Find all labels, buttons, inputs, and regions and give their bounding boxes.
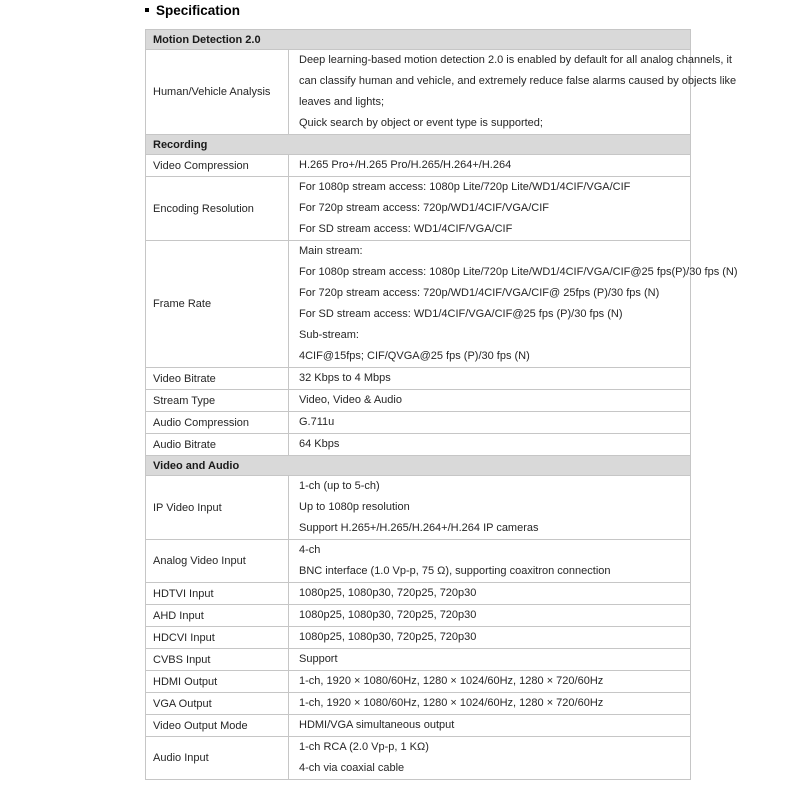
spec-label-cell: Encoding Resolution — [146, 177, 289, 240]
spec-value-cell — [289, 605, 690, 626]
spec-label-cell: Video Compression — [146, 155, 289, 176]
spec-row — [146, 605, 690, 627]
spec-label-cell: Frame Rate — [146, 241, 289, 367]
spec-value-line: leaves and lights; — [299, 96, 384, 108]
spec-value-line: For 1080p stream access: 1080p Lite/720p Lite/WD1/4CIF/VGA/CIF — [299, 181, 631, 193]
spec-value-cell — [289, 50, 742, 134]
spec-value-line: For 720p stream access: 720p/WD1/4CIF/VGA/CIF@ 25fps (P)/30 fps (N) — [299, 287, 660, 299]
spec-value-line: 1-ch RCA (2.0 Vp-p, 1 KΩ) — [299, 741, 429, 753]
spec-row — [146, 50, 737, 135]
spec-value-line: 4-ch — [299, 544, 321, 556]
spec-value-line: 1080p25, 1080p30, 720p25, 720p30 — [299, 609, 477, 621]
spec-value-line: 1080p25, 1080p30, 720p25, 720p30 — [299, 631, 477, 643]
spec-value-line: H.265 Pro+/H.265 Pro/H.265/H.264+/H.264 — [299, 159, 512, 171]
spec-row — [146, 434, 690, 456]
spec-value-line: Main stream: — [299, 245, 363, 257]
spec-value-line: 64 Kbps — [299, 438, 340, 450]
spec-value-cell — [289, 155, 690, 176]
spec-value-cell — [289, 540, 690, 582]
spec-value-line: 1-ch, 1920 × 1080/60Hz, 1280 × 1024/60Hz, 1280 × 720/60Hz — [299, 675, 604, 687]
spec-row — [146, 412, 690, 434]
spec-value-line: 4CIF@15fps; CIF/QVGA@25 fps (P)/30 fps (N) — [299, 350, 530, 362]
spec-value-cell — [289, 583, 690, 604]
spec-value-line: For 1080p stream access: 1080p Lite/720p Lite/WD1/4CIF/VGA/CIF@25 fps(P)/30 fps (N) — [299, 266, 738, 278]
spec-value-line: 32 Kbps to 4 Mbps — [299, 372, 391, 384]
spec-row — [146, 627, 690, 649]
spec-label-cell: VGA Output — [146, 693, 289, 714]
spec-value-cell — [289, 177, 690, 240]
spec-value-cell — [289, 412, 690, 433]
spec-label-cell: Human/Vehicle Analysis — [146, 50, 289, 134]
spec-label-cell: AHD Input — [146, 605, 289, 626]
spec-value-line: can classify human and vehicle, and extremely reduce false alarms caused by objects like — [299, 75, 737, 87]
spec-row — [146, 540, 690, 583]
section-header-row: Video and Audio — [146, 456, 690, 476]
spec-value-line: 1-ch (up to 5-ch) — [299, 480, 380, 492]
spec-value-line: 1080p25, 1080p30, 720p25, 720p30 — [299, 587, 477, 599]
spec-value-line: HDMI/VGA simultaneous output — [299, 719, 455, 731]
spec-row — [146, 368, 690, 390]
spec-row — [146, 390, 690, 412]
spec-row — [146, 583, 690, 605]
spec-label-cell: Stream Type — [146, 390, 289, 411]
spec-value-cell — [289, 434, 690, 455]
spec-value-line: Support — [299, 653, 338, 665]
spec-label-cell: HDCVI Input — [146, 627, 289, 648]
spec-value-cell — [289, 671, 690, 692]
page-content — [145, 1, 738, 780]
spec-value-line: 1-ch, 1920 × 1080/60Hz, 1280 × 1024/60Hz, 1280 × 720/60Hz — [299, 697, 604, 709]
spec-row — [146, 737, 690, 779]
page-title — [145, 1, 691, 19]
spec-label-cell: Audio Bitrate — [146, 434, 289, 455]
spec-value-line: Support H.265+/H.265/H.264+/H.264 IP cameras — [299, 522, 539, 534]
spec-value-line: Video, Video & Audio — [299, 394, 402, 406]
spec-value-cell — [289, 693, 690, 714]
spec-row — [146, 476, 690, 540]
spec-row — [146, 693, 690, 715]
spec-label-cell: HDMI Output — [146, 671, 289, 692]
spec-row — [146, 715, 690, 737]
spec-value-line: BNC interface (1.0 Vp-p, 75 Ω), supporting coaxitron connection — [299, 565, 611, 577]
spec-label-cell: Audio Input — [146, 737, 289, 779]
spec-row — [146, 671, 690, 693]
bullet-icon — [145, 8, 149, 12]
spec-label-cell: Audio Compression — [146, 412, 289, 433]
spec-row — [146, 241, 738, 368]
spec-value-line: For SD stream access: WD1/4CIF/VGA/CIF@25 fps (P)/30 fps (N) — [299, 308, 623, 320]
spec-value-line: Up to 1080p resolution — [299, 501, 410, 513]
spec-value-cell — [289, 368, 690, 389]
spec-table — [145, 29, 738, 780]
spec-value-cell — [289, 715, 690, 736]
spec-label-cell: Video Output Mode — [146, 715, 289, 736]
spec-label-cell: Video Bitrate — [146, 368, 289, 389]
spec-label-cell: CVBS Input — [146, 649, 289, 670]
spec-value-line: 4-ch via coaxial cable — [299, 762, 405, 774]
spec-label-cell: IP Video Input — [146, 476, 289, 539]
section-header-row: Recording — [146, 135, 690, 155]
spec-value-cell — [289, 476, 690, 539]
section-header-row: Motion Detection 2.0 — [146, 30, 690, 50]
spec-value-cell — [289, 649, 690, 670]
spec-row — [146, 177, 690, 241]
spec-value-line: Quick search by object or event type is supported; — [299, 117, 543, 129]
spec-row — [146, 649, 690, 671]
spec-value-line: G.711u — [299, 416, 335, 428]
spec-value-line: Deep learning-based motion detection 2.0 is enabled by default for all analog channels, it — [299, 54, 732, 66]
spec-value-line: Sub-stream: — [299, 329, 359, 341]
spec-label-cell: Analog Video Input — [146, 540, 289, 582]
spec-value-line: For 720p stream access: 720p/WD1/4CIF/VGA/CIF — [299, 202, 550, 214]
spec-value-cell — [289, 627, 690, 648]
spec-value-cell — [289, 390, 690, 411]
spec-value-line: For SD stream access: WD1/4CIF/VGA/CIF — [299, 223, 513, 235]
page-title-text: Specification — [156, 2, 241, 18]
spec-value-cell — [289, 737, 690, 779]
spec-value-cell — [289, 241, 744, 367]
spec-label-cell: HDTVI Input — [146, 583, 289, 604]
spec-row — [146, 155, 690, 177]
